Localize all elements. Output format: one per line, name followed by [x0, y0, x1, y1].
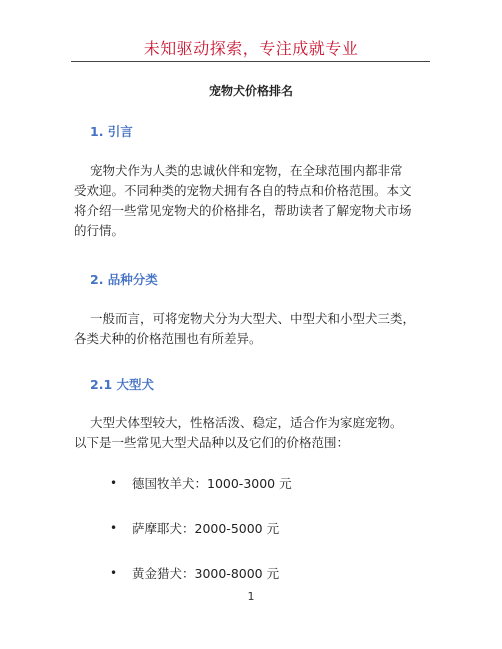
bullet-icon: •: [110, 566, 118, 580]
bullet-icon: •: [110, 476, 118, 490]
paragraph-line: 各类犬种的价格范围也有所差异。: [74, 331, 262, 346]
list-item-text: 德国牧羊犬：1000-3000 元: [132, 476, 292, 491]
paragraph-line: 宠物犬作为人类的忠诚伙伴和宠物，在全球范围内都非常: [90, 163, 403, 178]
paragraph-line: 的行情。: [74, 223, 125, 238]
list-item-text: 萨摩耶犬：2000-5000 元: [132, 521, 280, 536]
header-divider: [71, 61, 430, 62]
paragraph-line: 大型犬体型较大，性格活泼、稳定，适合作为家庭宠物。: [90, 415, 403, 430]
paragraph-line: 一般而言，可将宠物犬分为大型犬、中型犬和小型犬三类，: [90, 311, 416, 326]
paragraph-line: 以下是一些常见大型犬品种以及它们的价格范围：: [74, 435, 350, 450]
section-paragraph-introduction: [74, 161, 432, 241]
section-heading-breed-classification: 2. 品种分类: [90, 272, 158, 287]
page-header: 未知驱动探索，专注成就专业: [143, 39, 359, 58]
page-number: 1: [247, 590, 255, 603]
paragraph-line: 受欢迎。不同种类的宠物犬拥有各自的特点和价格范围。本文: [74, 183, 412, 198]
document-title: 宠物犬价格排名: [208, 84, 293, 98]
section-heading-introduction: 1. 引言: [90, 124, 133, 139]
paragraph-line: 将介绍一些常见宠物犬的价格排名，帮助读者了解宠物犬市场: [74, 203, 412, 218]
list-item-text: 黄金猎犬：3000-8000 元: [132, 566, 280, 581]
section-paragraph-breed-classification: [74, 309, 432, 349]
section-paragraph-large-dogs: [74, 413, 432, 453]
section-heading-large-dogs: 2.1 大型犬: [90, 377, 154, 392]
bullet-icon: •: [110, 521, 118, 535]
